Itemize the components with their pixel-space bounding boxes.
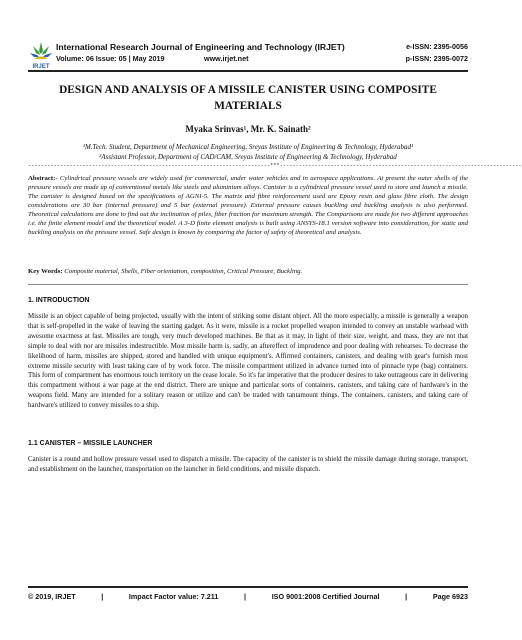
affiliation-2: ²Assistant Professor, Department of CAD/CAM, Sreyas Institute of Engineering & Technology, Hyderabad: [99, 153, 397, 161]
keywords-text: Composite material, Shells, Fiber orientation, composition, Critical Pressure, Buckling.: [62, 268, 303, 275]
footer-impact-factor: Impact Factor value: 7.211: [128, 592, 219, 601]
journal-title: International Research Journal of Engineering and Technology (IRJET): [56, 42, 345, 52]
e-issn: e-ISSN: 2395-0056: [406, 42, 468, 51]
journal-website: www.irjet.net: [204, 54, 249, 63]
keywords: [28, 268, 468, 275]
paper-title: DESIGN AND ANALYSIS OF A MISSILE CANISTER USING COMPOSITE MATERIALS: [59, 84, 437, 112]
p-issn: p-ISSN: 2395-0072: [405, 54, 468, 63]
abstract-label: Abstract:-: [28, 175, 58, 182]
logo-lettering: IRJET: [32, 64, 50, 70]
affiliation-1: ¹M.Tech. Student, Department of Mechanical Engineering, Sreyas Institute of Engineering & Technology, Hyderabad¹: [82, 143, 414, 151]
footer-page-number: Page 6923: [432, 592, 468, 601]
abstract: [28, 174, 468, 237]
paper-authors: Myaka Srinvas¹, Mr. K. Sainath²: [185, 124, 311, 134]
separator-line: ----------------------------------------------------------------------------***----------------------------------------------------------------------------: [28, 163, 522, 169]
keywords-label: Key Words:: [28, 268, 63, 275]
section-heading-introduction: 1. INTRODUCTION: [28, 297, 90, 304]
irjet-logo-icon: [28, 40, 54, 70]
header-divider: [28, 70, 468, 72]
footer-divider: [28, 586, 468, 588]
footer-separator: |: [405, 592, 408, 601]
footer-copyright: © 2019, IRJET: [28, 592, 76, 601]
canister-paragraph: Canister is a round and hollow pressure vessel used to dispatch a missile. The capacity of the canister is to shield the missile damage during storage, transport, and establishment on the launcher, transportation on the launcher in field conditions, and missile dispatch.: [28, 456, 468, 473]
footer-separator: |: [101, 592, 104, 601]
page-footer: [28, 592, 468, 601]
footer-separator: |: [244, 592, 247, 601]
introduction-paragraph: Missile is an object capable of being projected, usually with the intent of striking some distant object. All the more especially, a missile is generally a weapon that is self-propelled in the wake of leaving the starting gadget. As it were, missile is a rocket propelled weapon intended to convey an unstable warhead with awesome exactness at fast. Missiles are tough, very much developed machines. Be that as it may, in light of their size, weight, and mass, they are not that simple to deal with nor are missiles indestructible. Most missile harm is, sadly, an aftereffect of imprudence and poor dealing with rehearses. To decrease the likelihood of harm, missiles are shipped, stored and handled with unique equipment's. Affirmed containers, canisters, and dealing with gear's furnish most extreme missile security with least taking care of by work force. The missile compartment utilized in advance turned into of pinnacle type (bag) containers. This form of compartment has enormous touch territory on the cease locale. So it's far imperative that the producer desires to take outrageous care in delivering this compartment without a war page at the end district. There are unique and particular sorts of containers, canisters, and taking care of hardware's in the weapons field. Many are intended for a solitary reason or utilize and can't be traded with tantamount things. The containers, canisters, and taking care of hardware's utilized to convey missiles to a ship.: [28, 313, 468, 410]
keywords-divider: [28, 284, 468, 285]
abstract-text: Cylindrical pressure vessels are widely used for commercial, under water vehicles and in aerospace applications. At present the outer shells of the pressure vessels are made up of conventional metals like steels and aluminium alloys. Canister is a cylindrical pressure vessel used to store and launch a missile. The canister is designed based on the specifications of AGNI-5. The matrix and fibre reinforcement used are Epoxy resin and glass fibre cloth. The design considerations are 30 bar (internal pressure) and 5 bar (external pressure). External pressure causes buckling and buckling analysis is also performed. Theoretical calculations are done to find out the inclination of piles, fiber fraction for maximum strength. The Comparisons are made for two different approaches i.e. the finite element model and the theoretical model. A 3-D finite element analysis is built using ANSYS-18.1 version software into consideration, for static and buckling analysis on the pressure vessel. Safe design is known by comparing the factor of safety of theoretical and analysis.: [28, 175, 468, 236]
section-heading-canister: 1.1 CANISTER – MISSILE LAUNCHER: [28, 440, 153, 447]
footer-iso: ISO 9001:2008 Certified Journal: [271, 592, 380, 601]
volume-issue: Volume: 06 Issue: 05 | May 2019: [56, 54, 165, 63]
journal-header: [28, 40, 468, 70]
